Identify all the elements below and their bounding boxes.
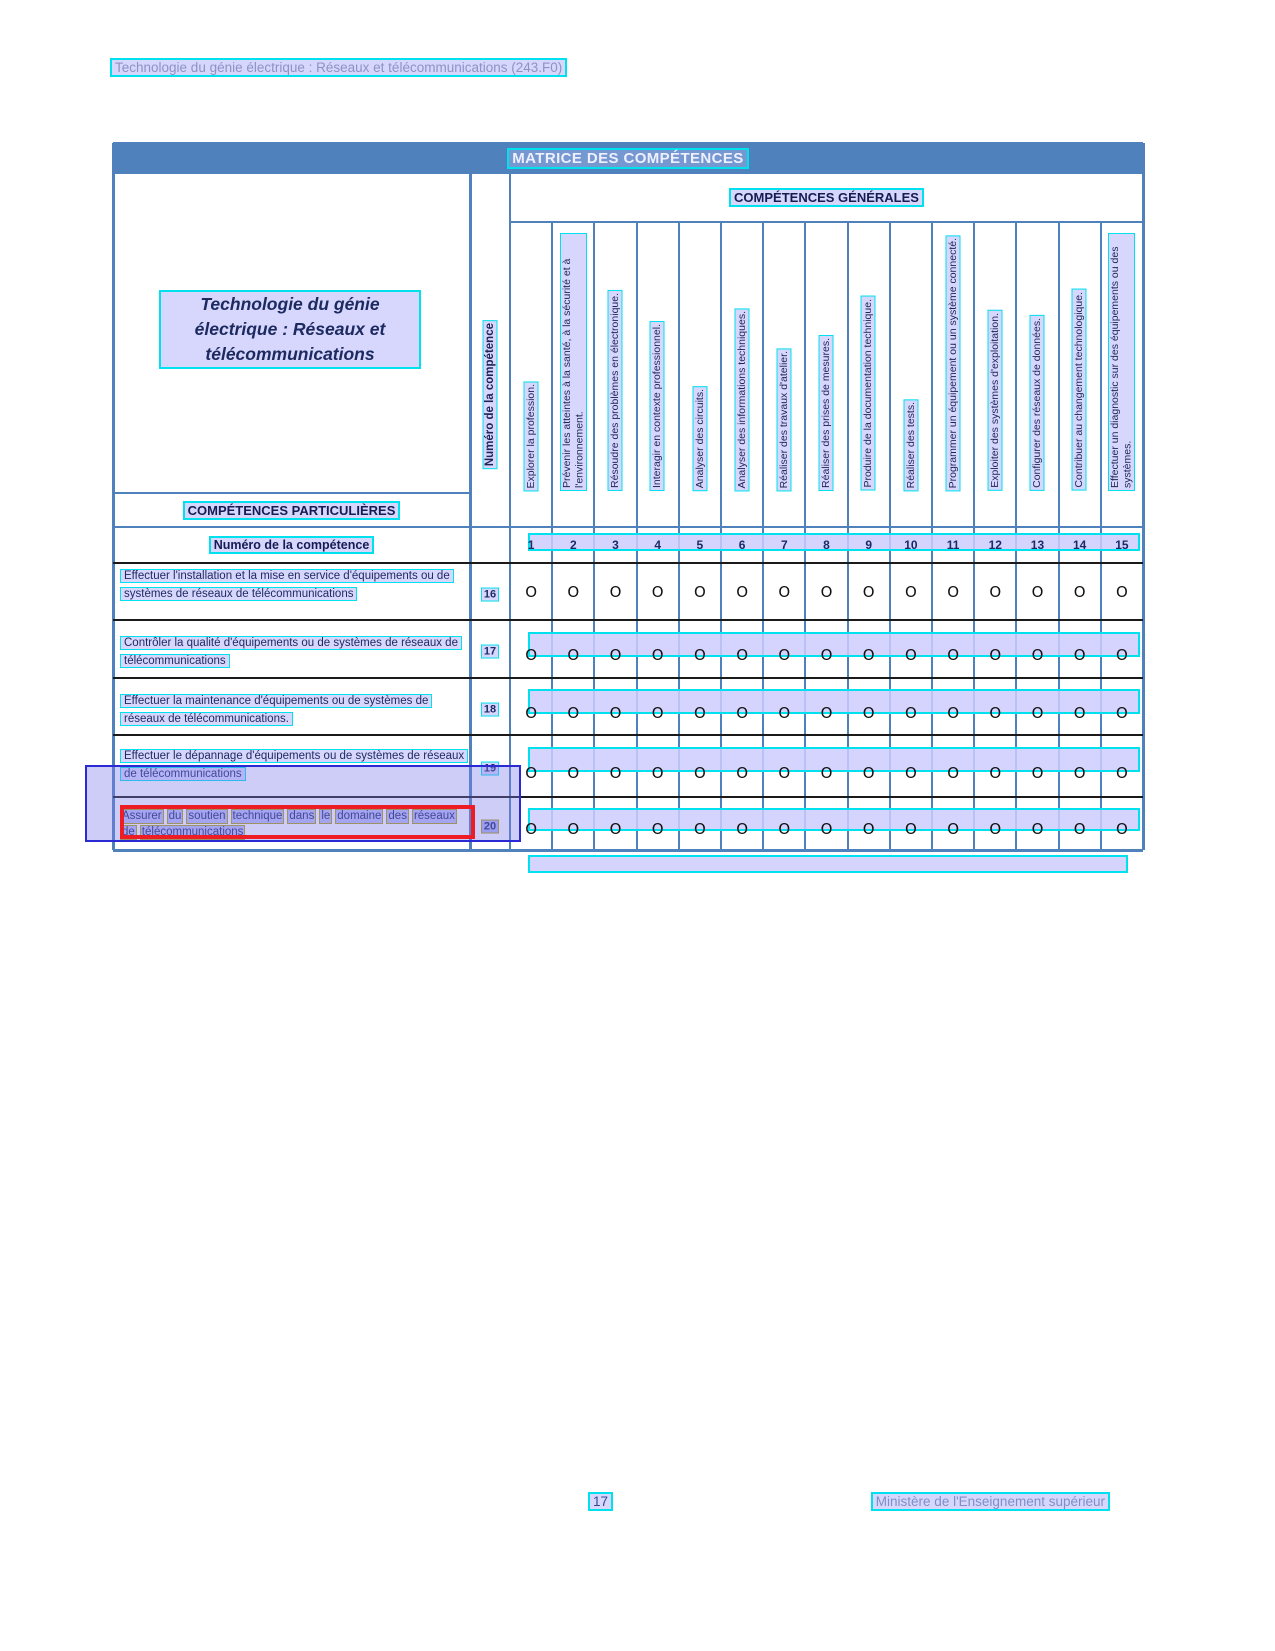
row-number: 19: [481, 762, 499, 776]
column-header-12: [974, 222, 1016, 527]
mark-cell: O: [989, 582, 1002, 601]
selected-word: Assurer: [122, 810, 162, 822]
row-number-cell: [470, 678, 510, 735]
mark-cell: O: [1031, 820, 1044, 839]
mark-cell: O: [525, 703, 537, 722]
row-number-cell: [470, 620, 510, 678]
mark-cell: O: [609, 703, 622, 722]
mark-cell: O: [693, 703, 706, 722]
mark-cell: O: [1115, 820, 1128, 839]
mark-cell: O: [947, 763, 959, 782]
mark-cell: O: [904, 646, 917, 665]
column-header-1: [510, 222, 552, 527]
mark-cell: O: [904, 763, 917, 782]
mark-cell: O: [1031, 646, 1044, 665]
mark-cell: O: [904, 582, 917, 601]
column-header-14: [1059, 222, 1101, 527]
mark-cell: O: [525, 820, 537, 839]
column-header-label: Effectuer un diagnostic sur des équipements ou des systèmes.: [1108, 233, 1135, 491]
competence-number-row-label: Numéro de la compétence: [209, 536, 375, 554]
row-label-text: Contrôler la qualité d'équipements ou de systèmes de réseaux de télécommunications: [120, 636, 462, 668]
particular-competences-header: COMPÉTENCES PARTICULIÈRES: [183, 501, 401, 520]
mark-cell: O: [651, 820, 664, 839]
mark-cell: O: [1115, 582, 1128, 601]
document-header-text: Technologie du génie électrique : Réseaux et télécommunications (243.F0): [110, 58, 567, 77]
column-header-2: [552, 222, 594, 527]
mark-cell: O: [1115, 646, 1128, 665]
column-header-label: Réaliser des travaux d'atelier.: [777, 348, 792, 491]
column-number: 5: [696, 538, 704, 552]
column-header-5: [679, 222, 721, 527]
mark-cell: O: [567, 582, 580, 601]
mark-cell: O: [778, 703, 791, 722]
row-number: 17: [481, 645, 499, 659]
mark-cell: O: [820, 582, 833, 601]
competence-number-row-label-cell: [113, 527, 470, 563]
mark-cell: O: [525, 646, 537, 665]
mark-cell: O: [609, 763, 622, 782]
mark-cell: O: [609, 820, 622, 839]
mark-cell: O: [1115, 763, 1128, 782]
document-header: [110, 60, 567, 75]
mark-cell: O: [1031, 703, 1044, 722]
column-header-label: Programmer un équipement ou un système connecté.: [946, 235, 961, 491]
footer-page-number: 17: [588, 1494, 613, 1509]
column-header-label: Analyser des informations techniques.: [735, 308, 750, 491]
column-header-label: Configurer des réseaux de données.: [1030, 315, 1045, 491]
mark-cell: O: [862, 582, 875, 601]
column-header-11: [932, 222, 974, 527]
column-header-label: Réaliser des tests.: [904, 399, 919, 491]
column-number: 6: [738, 538, 746, 552]
particular-competences-header-cell: [113, 493, 470, 527]
column-number: 4: [654, 538, 662, 552]
selected-word: le: [321, 810, 331, 822]
competence-number-column-header-cell: [470, 173, 510, 527]
mark-cell: O: [1073, 703, 1086, 722]
matrix-row-label: [120, 692, 466, 733]
column-number: 9: [865, 538, 873, 552]
general-competences-header: COMPÉTENCES GÉNÉRALES: [729, 188, 924, 207]
mark-cell: O: [947, 582, 959, 601]
mark-cell: O: [736, 820, 748, 839]
mark-cell: O: [1115, 703, 1128, 722]
selected-word: télécommunications: [141, 826, 244, 838]
mark-cell: O: [651, 763, 664, 782]
matrix-title-bar: [113, 143, 1143, 173]
selected-word: du: [168, 810, 182, 822]
mark-cell: O: [736, 763, 748, 782]
mark-cell: O: [820, 703, 833, 722]
mark-cell: O: [862, 763, 875, 782]
selected-word: domaine: [337, 810, 382, 822]
column-header-label: Interagir en contexte professionnel.: [650, 321, 665, 491]
mark-cell: O: [693, 763, 706, 782]
mark-cell: O: [567, 703, 580, 722]
mark-cell: O: [1073, 646, 1086, 665]
column-header-7: [763, 222, 805, 527]
mark-cell: O: [567, 820, 580, 839]
mark-cell: O: [820, 763, 833, 782]
row-number-cell: [470, 563, 510, 620]
column-header-label: Réaliser des prises de mesures.: [819, 335, 834, 491]
column-number: 1: [527, 538, 535, 552]
mark-cell: O: [1073, 763, 1086, 782]
mark-cell: O: [1031, 582, 1044, 601]
selected-word: technique: [232, 810, 283, 822]
column-header-label: Résoudre des problèmes en électronique.: [608, 290, 623, 491]
column-header-13: [1016, 222, 1058, 527]
mark-cell: O: [567, 763, 580, 782]
mark-cell: O: [778, 763, 791, 782]
mark-cell: O: [609, 582, 622, 601]
column-number: 3: [612, 538, 619, 552]
column-header-8: [805, 222, 847, 527]
mark-cell: O: [736, 703, 748, 722]
column-header-10: [890, 222, 932, 527]
mark-cell: O: [651, 646, 664, 665]
competence-number-column-header: Numéro de la compétence: [483, 320, 498, 469]
row-label-text: Effectuer l'installation et la mise en service d'équipements ou de systèmes de réseaux de télécommunications: [120, 569, 454, 601]
column-header-3: [594, 222, 636, 527]
mark-cell: O: [525, 582, 537, 601]
column-header-label: Contribuer au changement technologique.: [1072, 289, 1087, 491]
selected-word: de: [122, 826, 135, 838]
mark-cell: O: [651, 703, 664, 722]
mark-cell: O: [820, 646, 833, 665]
mark-cell: O: [862, 646, 875, 665]
row-label-text: Effectuer la maintenance d'équipements ou de systèmes de réseaux de télécommunications.: [120, 694, 432, 726]
footer-ministry: Ministère de l'Enseignement supérieur: [871, 1494, 1110, 1509]
mark-cell: O: [947, 820, 959, 839]
column-header-4: [637, 222, 679, 527]
mark-cell: O: [1031, 763, 1044, 782]
mark-cell: O: [904, 703, 917, 722]
column-number: 14: [1073, 538, 1087, 552]
matrix-row-label: [120, 567, 466, 618]
column-header-label: Exploiter des systèmes d'exploitation.: [988, 310, 1003, 491]
row-number: 16: [481, 587, 499, 601]
column-header-label: Produire de la documentation technique.: [861, 296, 876, 491]
selected-word: réseaux: [413, 810, 455, 822]
selected-word: dans: [289, 810, 315, 822]
mark-cell: O: [778, 582, 791, 601]
column-number: 15: [1115, 538, 1129, 552]
mark-cell: O: [778, 646, 791, 665]
attention-red-box: [120, 805, 475, 839]
program-title: Technologie du génie électrique : Réseaux et télécommunications: [159, 290, 421, 369]
mark-cell: O: [736, 582, 748, 601]
mark-cell: O: [525, 763, 537, 782]
column-number: 7: [780, 538, 788, 552]
general-competences-header-cell: [510, 173, 1143, 222]
mark-cell: O: [693, 646, 706, 665]
selected-word: soutien: [188, 810, 226, 822]
column-header-6: [721, 222, 763, 527]
mark-cell: O: [567, 646, 580, 665]
column-number: 10: [904, 538, 918, 552]
mark-cell: O: [736, 646, 748, 665]
column-header-label: Analyser des circuits.: [693, 386, 708, 491]
selected-word: des: [388, 810, 407, 822]
mark-cell: O: [904, 820, 917, 839]
column-number: 11: [946, 538, 960, 552]
row-number: 20: [481, 819, 499, 833]
matrix-row-label: [120, 634, 466, 676]
mark-cell: O: [989, 703, 1002, 722]
matrix-title: MATRICE DES COMPÉTENCES: [507, 148, 748, 169]
mark-cell: O: [693, 820, 706, 839]
program-title-cell: [133, 173, 447, 485]
mark-cell: O: [947, 646, 959, 665]
row-number: 18: [481, 702, 499, 716]
mark-cell: O: [947, 703, 959, 722]
column-number: 8: [823, 538, 830, 552]
mark-cell: O: [778, 820, 791, 839]
mark-cell: O: [820, 820, 833, 839]
column-header-9: [848, 222, 890, 527]
highlight-band: [528, 855, 1128, 873]
mark-cell: O: [989, 820, 1002, 839]
mark-cell: O: [693, 582, 706, 601]
mark-cell: O: [862, 820, 875, 839]
mark-cell: O: [989, 763, 1002, 782]
mark-cell: O: [989, 646, 1002, 665]
column-header-label: Explorer la profession.: [524, 381, 539, 491]
column-number: 13: [1030, 538, 1045, 552]
mark-cell: O: [651, 582, 664, 601]
column-header-15: [1101, 222, 1143, 527]
column-header-label: Prévenir les atteintes à la santé, à la sécurité et à l'environnement.: [560, 233, 587, 491]
mark-cell: O: [1073, 820, 1086, 839]
mark-cell: O: [862, 703, 875, 722]
column-number: 12: [988, 538, 1002, 552]
column-number: 2: [569, 538, 577, 552]
row-label-text: Effectuer le dépannage d'équipements ou de systèmes de réseaux de télécommunications: [120, 749, 468, 781]
mark-cell: O: [1073, 582, 1086, 601]
mark-cell: O: [609, 646, 622, 665]
